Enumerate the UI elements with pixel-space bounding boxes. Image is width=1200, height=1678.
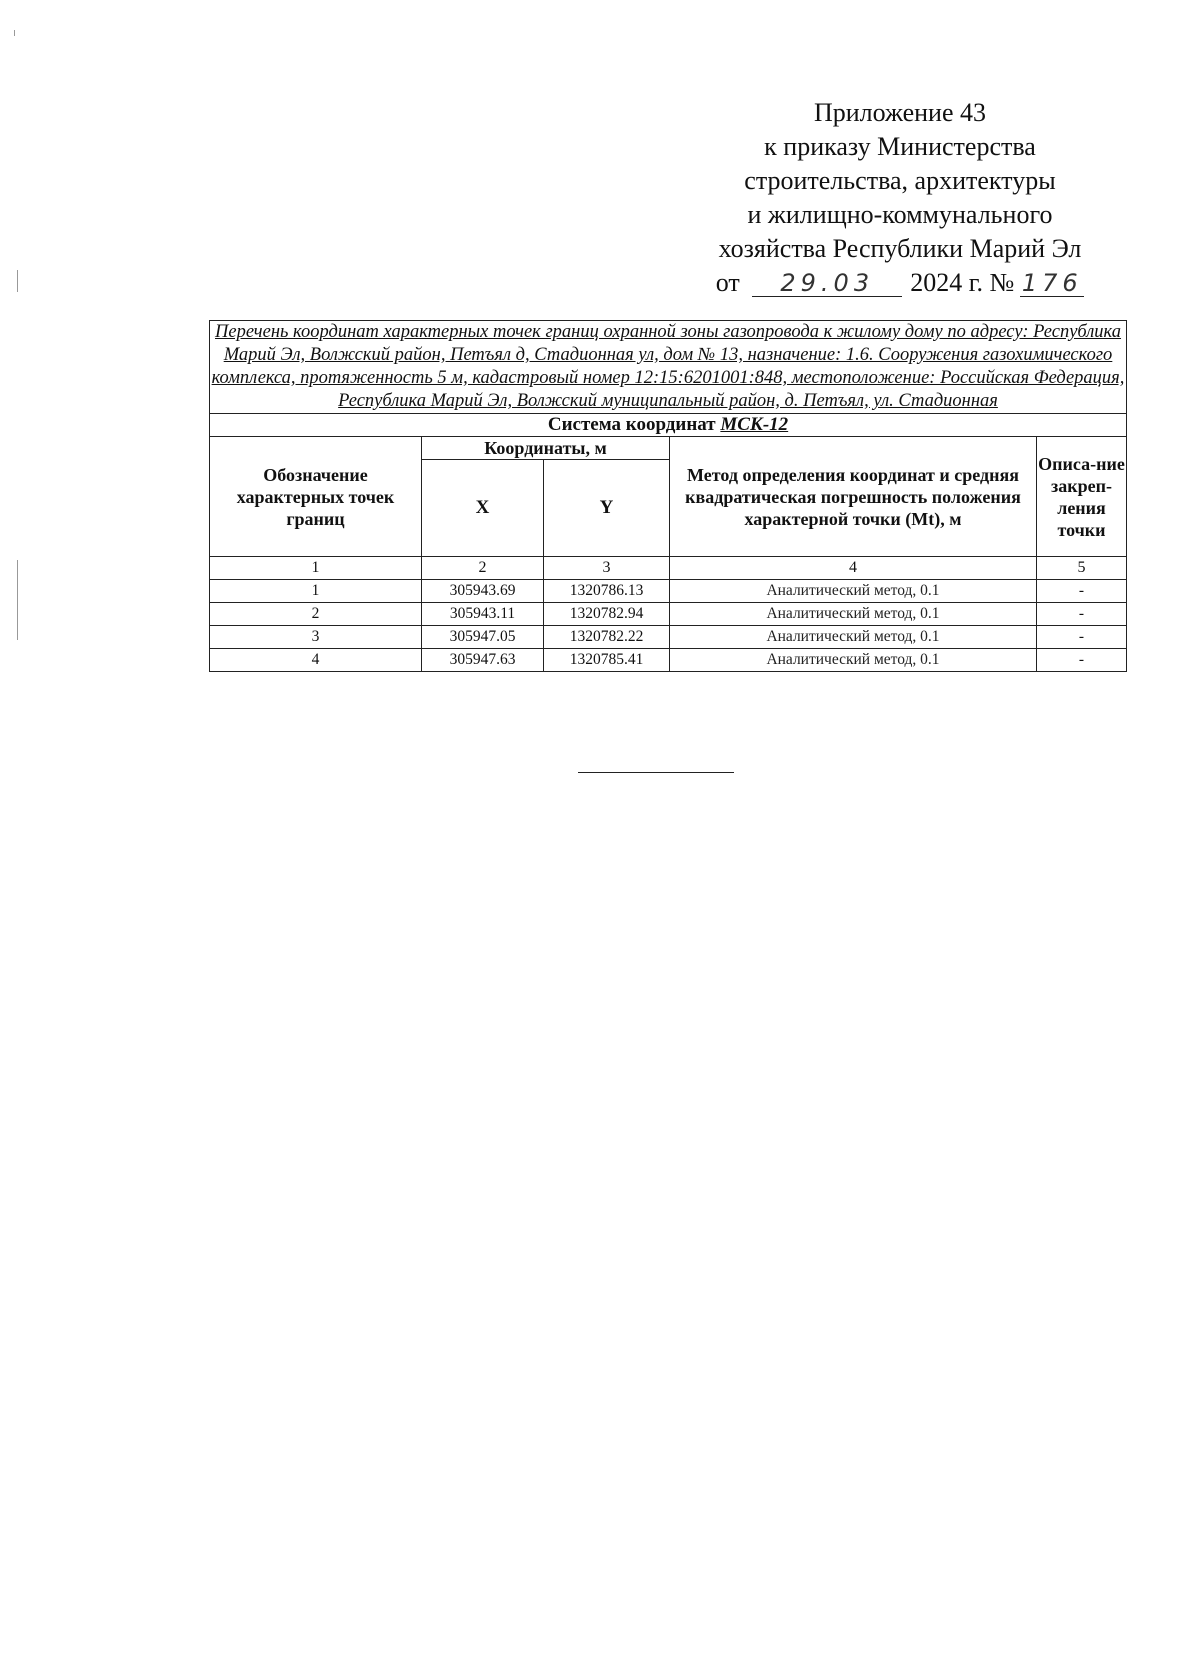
header-coordinates: Координаты, м xyxy=(422,437,670,460)
cell-x: 305947.05 xyxy=(422,626,544,649)
cell-point: 3 xyxy=(210,626,422,649)
cell-point: 2 xyxy=(210,603,422,626)
cell-description: - xyxy=(1037,580,1127,603)
appendix-line-4: и жилищно-коммунального xyxy=(747,200,1053,229)
order-reference xyxy=(690,266,1110,300)
cell-x: 305943.11 xyxy=(422,603,544,626)
cell-method: Аналитический метод, 0.1 xyxy=(670,580,1037,603)
coordinates-table xyxy=(209,320,1127,672)
appendix-title: Приложение 43 xyxy=(813,98,987,127)
column-number: 5 xyxy=(1037,557,1127,580)
header-x: X xyxy=(422,460,544,557)
appendix-header xyxy=(690,96,1110,300)
cell-description: - xyxy=(1037,626,1127,649)
column-number: 2 xyxy=(422,557,544,580)
appendix-line-5: хозяйства Республики Марий Эл xyxy=(718,234,1082,263)
cell-method: Аналитический метод, 0.1 xyxy=(670,626,1037,649)
column-number: 3 xyxy=(544,557,670,580)
cell-x: 305943.69 xyxy=(422,580,544,603)
cell-point: 4 xyxy=(210,649,422,672)
coordinate-system-value: МСК-12 xyxy=(720,414,789,435)
table-intro: Перечень координат характерных точек границ охранной зоны газопровода к жилому дому по адресу: Республика Марий Эл, Волжский район, Петъял д, Стадионная ул, дом № 13, назначение: 1.6. Сооружения газохимического комплекса, протяженность 5 м, кадастровый номер 12:15:6201001:848, местоположение: Российская Федерация, Республика Марий Эл, Волжский муниципальный район, д. Петъял, ул. Стадионная xyxy=(210,321,1127,414)
cell-description: - xyxy=(1037,649,1127,672)
end-divider xyxy=(578,772,734,773)
coordinate-system-row xyxy=(210,414,1127,437)
table-row xyxy=(210,649,1127,672)
table-row xyxy=(210,580,1127,603)
cell-y: 1320786.13 xyxy=(544,580,670,603)
order-date-handwritten: 29.03 xyxy=(752,270,902,297)
cell-point: 1 xyxy=(210,580,422,603)
header-description: Описа-ние закреп-ления точки xyxy=(1037,437,1127,557)
header-method: Метод определения координат и средняя квадратическая погрешность положения характерной точки (Mt), м xyxy=(670,437,1037,557)
order-year: 2024 г. № xyxy=(910,268,1015,297)
cell-x: 305947.63 xyxy=(422,649,544,672)
header-y: Y xyxy=(544,460,670,557)
cell-method: Аналитический метод, 0.1 xyxy=(670,603,1037,626)
scan-mark xyxy=(14,30,15,36)
order-number-handwritten: 176 xyxy=(1021,269,1083,297)
order-prefix: от xyxy=(715,268,740,297)
column-number: 1 xyxy=(210,557,422,580)
appendix-line-3: строительства, архитектуры xyxy=(744,166,1056,195)
header-designation: Обозначение характерных точек границ xyxy=(210,437,422,557)
coordinate-system-label: Система координат xyxy=(547,414,716,435)
cell-method: Аналитический метод, 0.1 xyxy=(670,649,1037,672)
column-number: 4 xyxy=(670,557,1037,580)
table-row xyxy=(210,626,1127,649)
appendix-line-2: к приказу Министерства xyxy=(764,132,1036,161)
table-row xyxy=(210,603,1127,626)
cell-y: 1320782.94 xyxy=(544,603,670,626)
scan-mark xyxy=(17,560,18,640)
cell-description: - xyxy=(1037,603,1127,626)
scan-mark xyxy=(17,270,18,292)
cell-y: 1320785.41 xyxy=(544,649,670,672)
cell-y: 1320782.22 xyxy=(544,626,670,649)
